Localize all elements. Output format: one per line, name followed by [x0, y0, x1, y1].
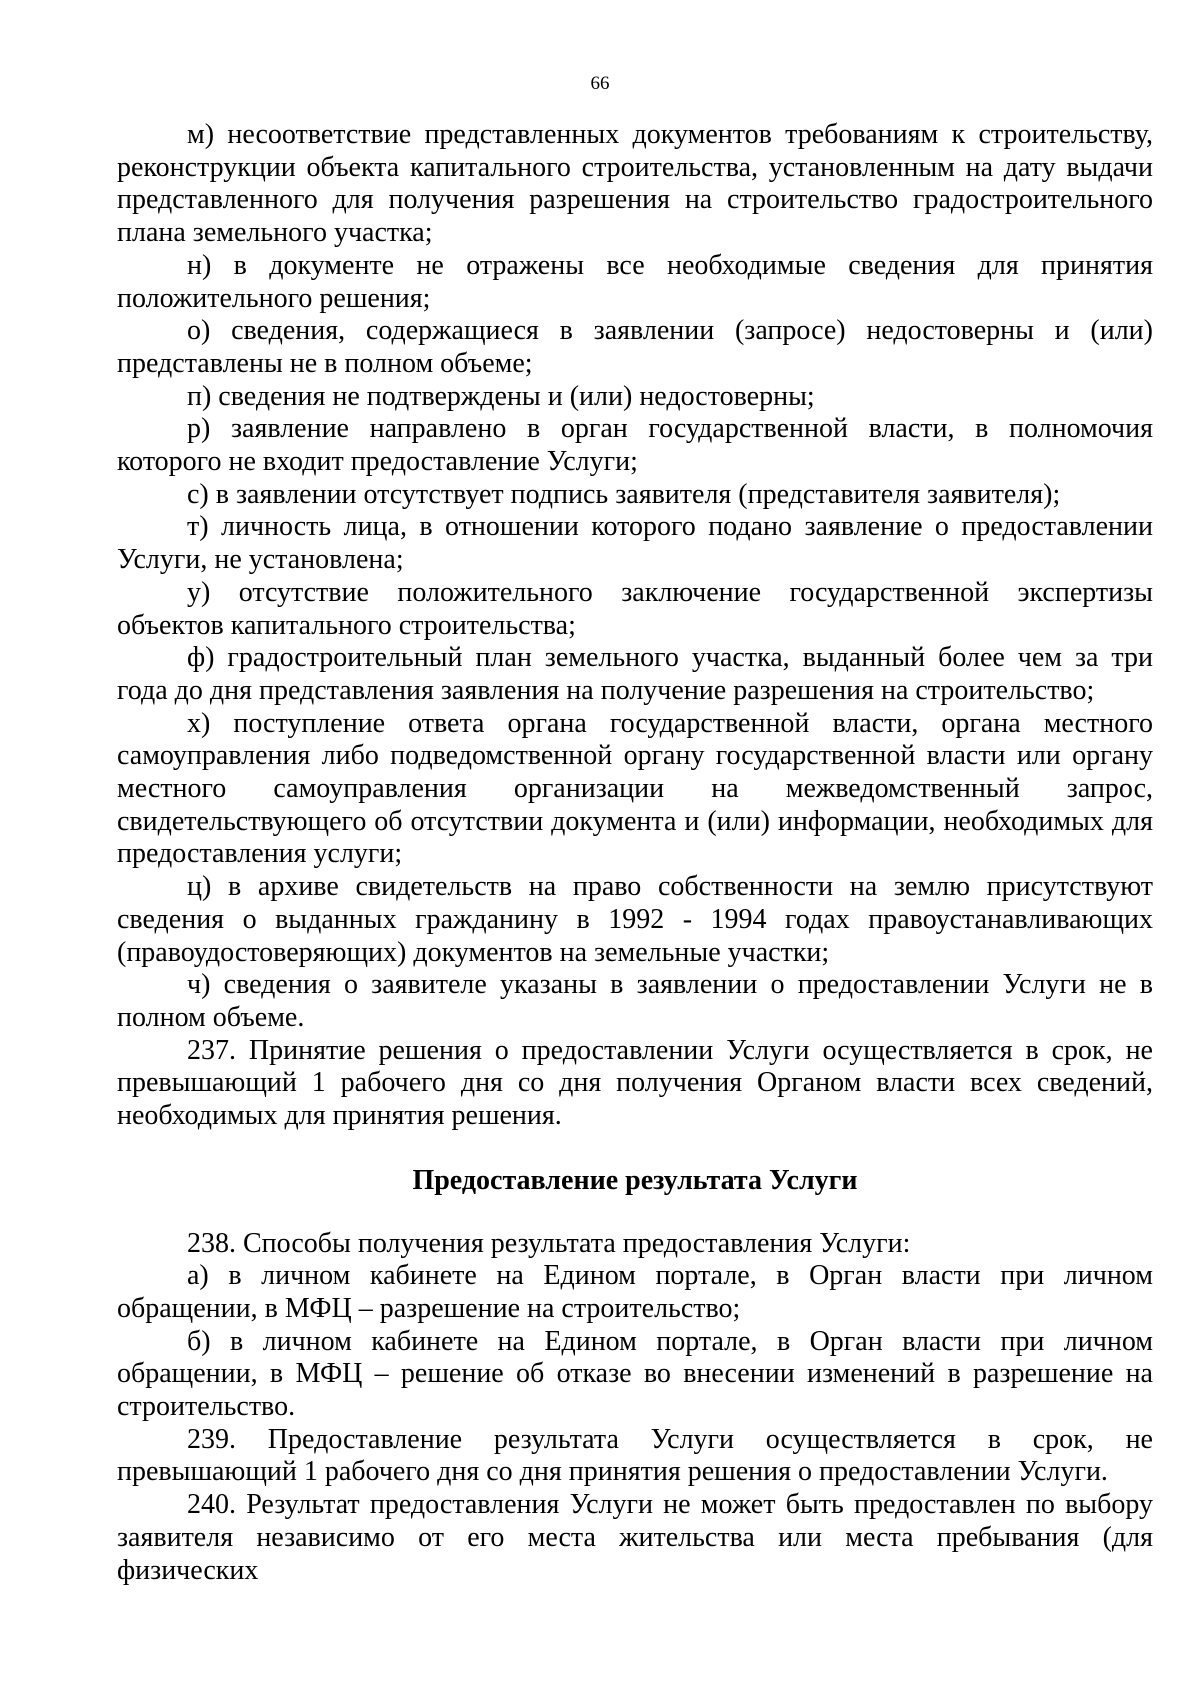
- list-item-r: р) заявление направлено в орган государственной власти, в полномочия которого не входит предоставление Услуги;: [117, 413, 1153, 478]
- clause-240: 240. Результат предоставления Услуги не может быть предоставлен по выбору заявителя независимо от его места жительства или места пребывания (для физических: [117, 1489, 1153, 1586]
- list-item-u: у) отсутствие положительного заключение государственной экспертизы объектов капитального строительства;: [117, 576, 1153, 641]
- list-item-ts: ц) в архиве свидетельств на право собственности на землю присутствуют сведения о выданных гражданину в 1992 - 1994 годах правоустанавливающих (правоудостоверяющих) документов на земельные участки;: [117, 871, 1153, 968]
- clause-239: 239. Предоставление результата Услуги осуществляется в срок, не превышающий 1 рабочего дня со дня принятия решения о предоставлении Услуги.: [117, 1423, 1153, 1488]
- list-item-kh: х) поступление ответа органа государственной власти, органа местного самоуправления либо подведомственной органу государственной власти или органу местного самоуправления организации на межведомственный запрос, свидетельствующего об отсутствии документа и (или) информации, необходимых для предоставления услуги;: [117, 707, 1153, 870]
- list-item-t: т) личность лица, в отношении которого подано заявление о предоставлении Услуги, не установлена;: [117, 511, 1153, 576]
- list-item-b: б) в личном кабинете на Едином портале, в Орган власти при личном обращении, в МФЦ – решение об отказе во внесении изменений в разрешение на строительство.: [117, 1325, 1153, 1423]
- document-body: [117, 119, 1153, 1587]
- list-item-p: п) сведения не подтверждены и (или) недостоверны;: [187, 380, 815, 412]
- clause-238: 238. Способы получения результата предоставления Услуги:: [187, 1227, 911, 1259]
- section-heading: Предоставление результата Услуги: [412, 1164, 858, 1196]
- list-item-f: ф) градостроительный план земельного участка, выданный более чем за три года до дня представления заявления на получение разрешения на строительство;: [117, 642, 1153, 706]
- list-item-m: м) несоответствие представленных документов требованиям к строительству, реконструкции объекта капитального строительства, установленным на дату выдачи представленного для получения разрешения на строительство градостроительного плана земельного участка;: [117, 119, 1153, 249]
- list-item-a: а) в личном кабинете на Едином портале, в Орган власти при личном обращении, в МФЦ – разрешение на строительство;: [117, 1260, 1153, 1324]
- list-item-n: н) в документе не отражены все необходимые сведения для принятия положительного решения;: [117, 249, 1153, 314]
- list-item-o: о) сведения, содержащиеся в заявлении (запросе) недостоверны и (или) представлены не в полном объеме;: [117, 315, 1153, 379]
- page-number: 66: [590, 73, 610, 94]
- list-item-s: с) в заявлении отсутствует подпись заявителя (представителя заявителя);: [187, 478, 1061, 510]
- clause-237: 237. Принятие решения о предоставлении Услуги осуществляется в срок, не превышающий 1 рабочего дня со дня получения Органом власти всех сведений, необходимых для принятия решения.: [117, 1034, 1153, 1132]
- list-item-ch: ч) сведения о заявителе указаны в заявлении о предоставлении Услуги не в полном объеме.: [117, 969, 1153, 1033]
